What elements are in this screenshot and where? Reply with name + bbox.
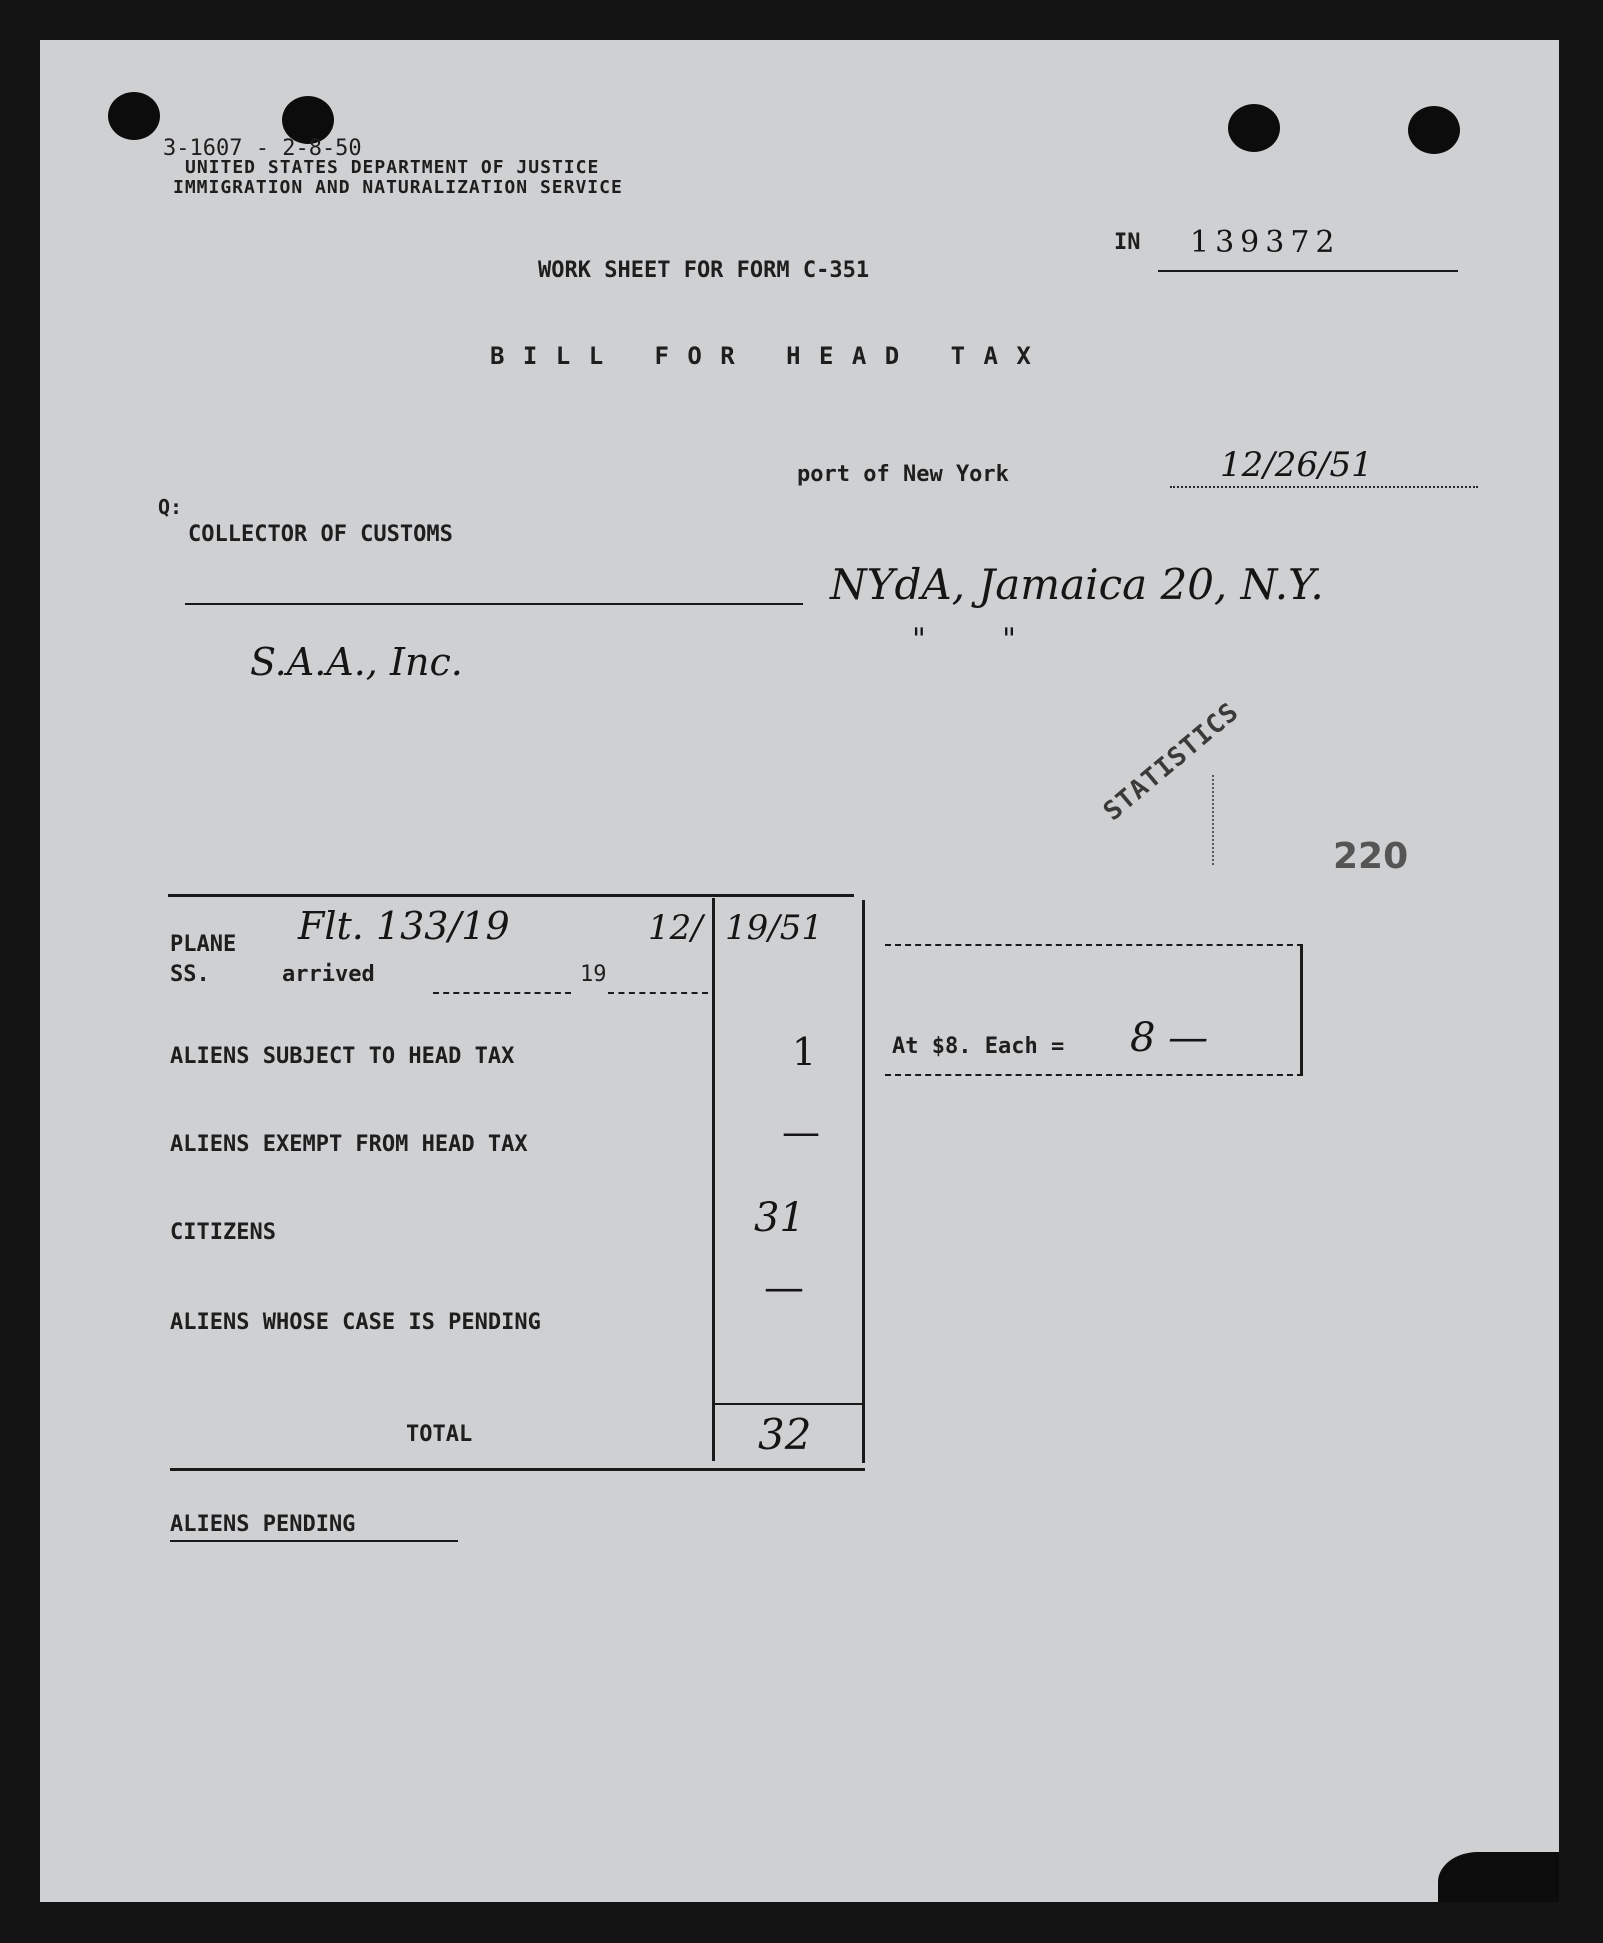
- aliens-pending-underline: [170, 1540, 458, 1542]
- row-value-subject: 1: [792, 1030, 817, 1074]
- handwritten-location: NYdA, Jamaica 20, N.Y.: [830, 560, 1324, 609]
- row-label-pending: ALIENS WHOSE CASE IS PENDING: [170, 1310, 541, 1335]
- to-label: Q:: [158, 495, 183, 519]
- agency-line-2: IMMIGRATION AND NATURALIZATION SERVICE: [173, 177, 623, 198]
- in-label: IN: [1114, 230, 1141, 255]
- agency-line-1: UNITED STATES DEPARTMENT OF JUSTICE: [185, 157, 600, 178]
- punch-hole: [108, 92, 160, 140]
- table-right-border: [862, 900, 865, 1463]
- in-number: 139372: [1190, 225, 1341, 260]
- statistics-stamp: STATISTICS: [1098, 696, 1245, 827]
- total-label: TOTAL: [406, 1422, 473, 1447]
- arrival-date-part-a: 12/: [648, 908, 703, 948]
- document-page: [40, 40, 1559, 1902]
- aliens-pending-label: ALIENS PENDING: [170, 1512, 356, 1537]
- date-underline: [1170, 486, 1478, 488]
- table-bottom-line: [170, 1468, 865, 1471]
- arrival-date-part-b: 19/51: [725, 908, 823, 948]
- addressee: COLLECTOR OF CUSTOMS: [188, 522, 453, 547]
- row-label-citizens: CITIZENS: [170, 1220, 276, 1245]
- arrived-label: arrived: [282, 962, 375, 987]
- form-code: 3-1607 - 2-8-50: [163, 136, 362, 161]
- punch-hole: [1408, 106, 1460, 154]
- addressee-underline: [185, 603, 803, 605]
- bill-title: B I L L F O R H E A D T A X: [490, 342, 1033, 370]
- handwritten-ditto: " ": [912, 622, 1016, 657]
- in-number-underline: [1158, 270, 1458, 272]
- tax-rate-label: At $8. Each =: [892, 1034, 1065, 1059]
- year-blank: [608, 992, 708, 994]
- row-value-citizens: 31: [754, 1195, 805, 1241]
- total-value: 32: [758, 1410, 812, 1459]
- worksheet-title: WORK SHEET FOR FORM C-351: [538, 258, 870, 283]
- row-value-exempt: —: [782, 1110, 820, 1154]
- handwritten-carrier: S.A.A., Inc.: [250, 640, 463, 684]
- tax-amount: 8 —: [1130, 1015, 1209, 1061]
- row-label-exempt: ALIENS EXEMPT FROM HEAD TAX: [170, 1132, 528, 1157]
- ss-label: SS.: [170, 962, 210, 987]
- row-label-subject: ALIENS SUBJECT TO HEAD TAX: [170, 1044, 515, 1069]
- table-divider: [712, 898, 715, 1461]
- table-top-line: [168, 894, 854, 897]
- port-label: port of New York: [797, 462, 1009, 487]
- punch-hole: [1228, 104, 1280, 152]
- total-top-line: [715, 1403, 865, 1405]
- corner-damage: [1438, 1852, 1559, 1902]
- flight-number: Flt. 133/19: [298, 904, 510, 948]
- row-value-pending: —: [764, 1265, 804, 1311]
- stamp-number: 220: [1333, 836, 1409, 877]
- stamp-dots: [1212, 775, 1214, 865]
- year-prefix: 19: [580, 962, 607, 987]
- arrived-blank: [433, 992, 571, 994]
- plane-label: PLANE: [170, 932, 237, 957]
- port-date: 12/26/51: [1220, 445, 1373, 485]
